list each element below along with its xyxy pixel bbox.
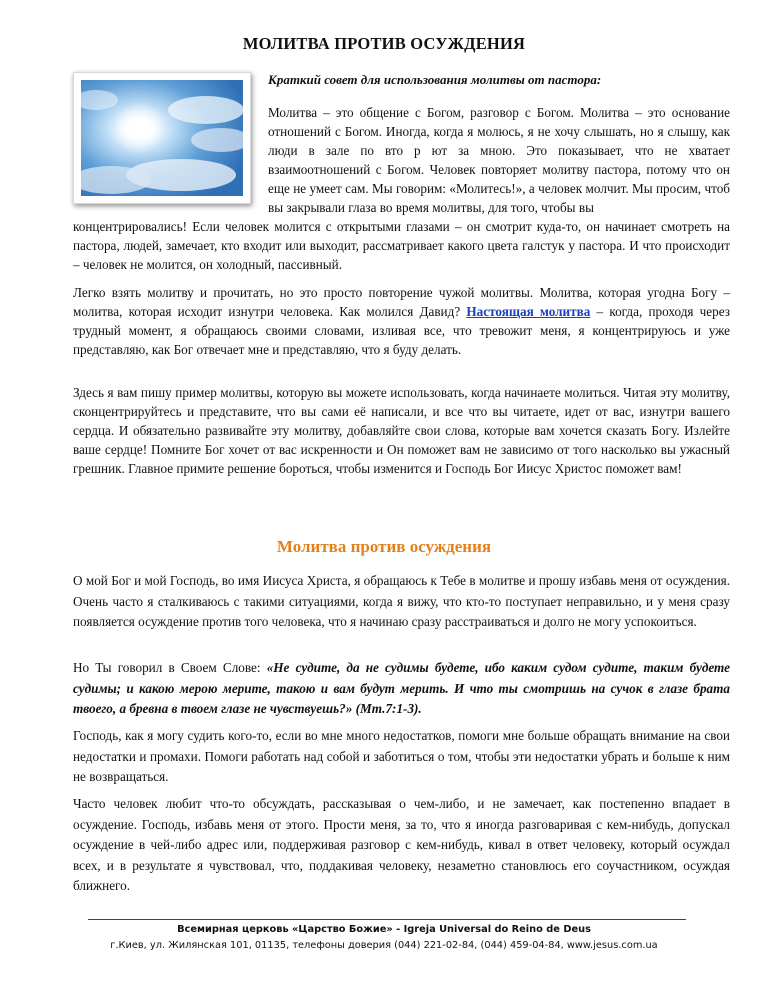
- prayer-paragraph-4: Часто человек любит что-то обсуждать, рассказывая о чем-либо, и не замечает, как постепенно впадает в осуждение. Господь, избавь меня от этого. Прости меня, за то, что я иногда разговаривая с кем-нибудь, допускал осуждение в чей-либо адрес или, поддерживая разговор с кем-нибудь, кивал в ответ человеку, который осуждал всех, и в результате я чувствовал, что, поддакивая человеку, незаметно становлюсь его соучастником, осуждая ближнего.: [73, 796, 730, 893]
- page-title: МОЛИТВА ПРОТИВ ОСУЖДЕНИЯ: [242, 34, 526, 53]
- prayer-paragraph-3: Господь, как я могу судить кого-то, если во мне много недостатков, помоги мне больше обращать внимание на свои недостатки и промахи. Помоги работать над собой и заботиться о том, чтобы эти недостатки убрать и больше к ним не возвращаться.: [73, 728, 730, 784]
- paragraph-real-prayer-text-1: Легко взять молитву и прочитать, но это просто повторение чужой молитвы. Молитва, которая угодна Богу – молитва, которая исходит изнутри человека. Как молился Давид?: [73, 285, 730, 319]
- paragraph-example-prayer: Здесь я вам пишу пример молитвы, которую вы можете использовать, когда начинаете молиться. Читая эту молитву, сконцентрируйтесь и представите, что вы сами её написали, и все что вы читаете, идет от вас, изнутри вашего сердца. И обязательно развивайте эту молитву, добавляйте свои слова, которые вам хочется сказать Богу. Излейте ваше сердце! Помните Бог хочет от вас искренности и Он поможет вам не зависимо от того насколько вы ужасный грешник. Главное примите решение бороться, чтобы изменится и Господь Бог Иисус Христос поможет вам!: [73, 385, 730, 476]
- intro-paragraph-bottom: концентрировались! Если человек молится с открытыми глазами – он смотрит куда-то, он начинает смотреть на пастора, людей, замечает, кто входит или выходит, рассматривает какого цвета галстук у пастора. И что происходит – человек не молится, он холодный, пассивный.: [73, 219, 730, 272]
- real-prayer-link[interactable]: Настоящая молитва: [466, 304, 591, 319]
- footer-organization: Всемирная церковь «Царство Божие» - Igreja Universal do Reino de Deus: [177, 924, 591, 935]
- paragraph-real-prayer-text-2: – когда, проходя через трудный момент, я обращаюсь своими словами, изливая все, что тревожит меня, я концентрируюсь и уже представляю, как Бог отвечает мне и представляю, что я буду делать.: [73, 304, 730, 357]
- prayer-heading: Молитва против осуждения: [276, 537, 492, 556]
- paragraph-real-prayer: [73, 283, 730, 359]
- scripture-quote: «Не судите, да не судимы будете, ибо каким судом судите, таким будете судимы; и какою мерою мерите, такою и вам будут мерить. И что ты смотришь на сучок в глазе брата твоего, а бревна в твоем глазе не чувствуешь?» (Мт.7:1-3).: [73, 660, 730, 716]
- prayer-paragraph-2-intro: Но Ты говорил в Своем Слове:: [73, 660, 267, 675]
- sky-photo: [81, 80, 243, 196]
- footer-contacts: г.Киев, ул. Жилянская 101, 01135, телефоны доверия (044) 221-02-84, (044) 459-04-84, www.jesus.com.ua: [110, 940, 658, 951]
- prayer-paragraph-2: [73, 658, 730, 720]
- prayer-paragraph-1: О мой Бог и мой Господь, во имя Иисуса Христа, я обращаюсь к Тебе в молитве и прошу избавь меня от осуждения. Очень часто я сталкиваюсь с такими ситуациями, когда я вижу, что кто-то поступает неправильно, и у меня сразу появляется осуждение против того человека, что я начинаю сразу расстраиваться и долго не могу успокоиться.: [73, 573, 730, 629]
- intro-paragraph-top: Молитва – это общение с Богом, разговор с Богом. Молитва – это основание отношений с Богом. Иногда, когда я молюсь, я не хочу слышать, но я слышу, как люди в зале по вто р ют за мною. Это показывает, что не хватает взаимоотношений с Богом. Человек повторяет молитву пастора, потому что он еще не умеет сам. Мы говорим: «Молитесь!», а человек молчит. Мы просим, чтоб вы закрывали глаза во время молитвы, для того, чтобы вы: [268, 105, 730, 215]
- sky-photo-frame: [73, 72, 251, 204]
- footer-divider: [88, 919, 686, 920]
- advice-title: Краткий совет для использования молитвы от пастора:: [268, 72, 602, 87]
